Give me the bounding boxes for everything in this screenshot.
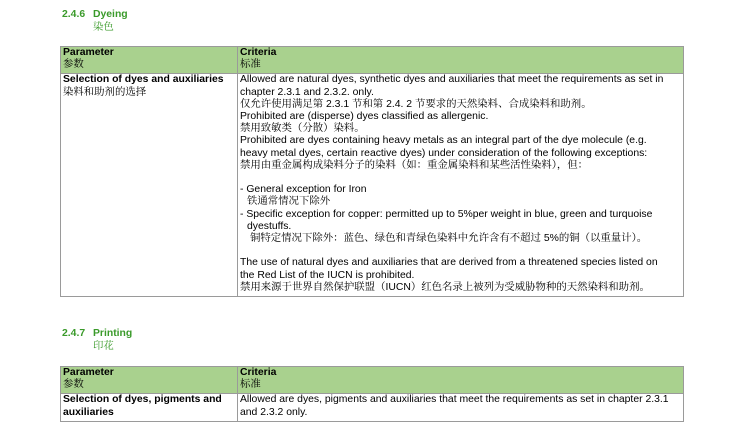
spacer — [240, 172, 681, 184]
header-criteria — [238, 367, 684, 394]
spacer — [240, 245, 681, 257]
criteria-line: 铜特定情况下除外：蓝色、绿色和青绿色染料中允许含有不超过 5%的铜（以重量计）。 — [250, 233, 648, 245]
header-criteria-cn: 标准 — [240, 379, 261, 391]
header-parameter — [61, 47, 238, 74]
criteria-line: and 2.3.2 only. — [240, 406, 308, 418]
dyeing-criteria-table — [60, 46, 684, 297]
criteria-line: Prohibited are dyes containing heavy metals as an integral part of the dye molecule (e.g. — [240, 135, 647, 147]
row-parameter-cn: 染料和助剂的选择 — [63, 86, 147, 98]
header-parameter-en: Parameter — [63, 47, 114, 58]
header-parameter-en: Parameter — [63, 367, 114, 378]
section-title-cn: 印花 — [93, 340, 114, 352]
header-parameter-cn: 参数 — [63, 379, 84, 391]
printing-criteria-table — [60, 366, 684, 422]
table-header-row — [61, 47, 684, 74]
criteria-line: 铁通常情况下除外 — [247, 196, 331, 208]
criteria-line: chapter 2.3.1 and 2.3.2. only. — [240, 86, 374, 98]
table-row — [61, 74, 684, 297]
header-criteria — [238, 47, 684, 74]
row-parameter — [61, 394, 238, 421]
table-header-row — [61, 367, 684, 394]
criteria-line: 仅允许使用满足第 2.3.1 节和第 2.4. 2 节要求的天然染料、合成染料和助剂。 — [240, 98, 592, 110]
criteria-line: dyestuffs. — [247, 220, 292, 232]
criteria-line: - General exception for Iron — [240, 184, 367, 196]
table-row — [61, 394, 684, 421]
header-criteria-en: Criteria — [240, 47, 277, 58]
row-criteria — [238, 394, 684, 421]
criteria-line: Allowed are dyes, pigments and auxiliaries that meet the requirements as set in chapter 2.3.1 — [240, 394, 669, 406]
header-parameter — [61, 367, 238, 394]
criteria-line: 禁用由重金属构成染料分子的染料（如：重金属染料和某些活性染料），但： — [240, 159, 589, 171]
criteria-line: Prohibited are (disperse) dyes classified as allergenic. — [240, 111, 489, 123]
criteria-line: 禁用来源于世界自然保护联盟（IUCN）红色名录上被列为受威胁物种的天然染料和助剂。 — [240, 281, 650, 293]
row-parameter-en: auxiliaries — [63, 406, 114, 418]
header-parameter-cn: 参数 — [63, 59, 84, 71]
section-number: 2.4.7 — [62, 328, 86, 339]
criteria-line: - Specific exception for copper: permitted up to 5%per weight in blue, green and turquoise — [240, 208, 653, 220]
section-title-cn: 染色 — [93, 21, 114, 33]
criteria-line: 禁用致敏类（分散）染料。 — [240, 123, 365, 135]
section-heading-dyeing — [62, 9, 128, 34]
row-parameter — [61, 74, 238, 297]
section-heading-printing — [62, 328, 132, 353]
row-parameter-en: Selection of dyes and auxiliaries — [63, 74, 224, 86]
header-criteria-cn: 标准 — [240, 59, 261, 71]
criteria-line: the Red List of the IUCN is prohibited. — [240, 269, 415, 281]
section-title: Dyeing — [93, 9, 128, 20]
row-parameter-en: Selection of dyes, pigments and — [63, 394, 222, 406]
criteria-line: heavy metal dyes, certain reactive dyes) under consideration of the following exceptions: — [240, 147, 648, 159]
row-criteria — [238, 74, 684, 297]
section-number: 2.4.6 — [62, 9, 86, 20]
section-title: Printing — [93, 328, 133, 339]
criteria-line: The use of natural dyes and auxiliaries that are derived from a threatened species listed on — [240, 257, 658, 269]
header-criteria-en: Criteria — [240, 367, 277, 378]
criteria-line: Allowed are natural dyes, synthetic dyes and auxiliaries that meet the requirements as set in — [240, 74, 664, 86]
